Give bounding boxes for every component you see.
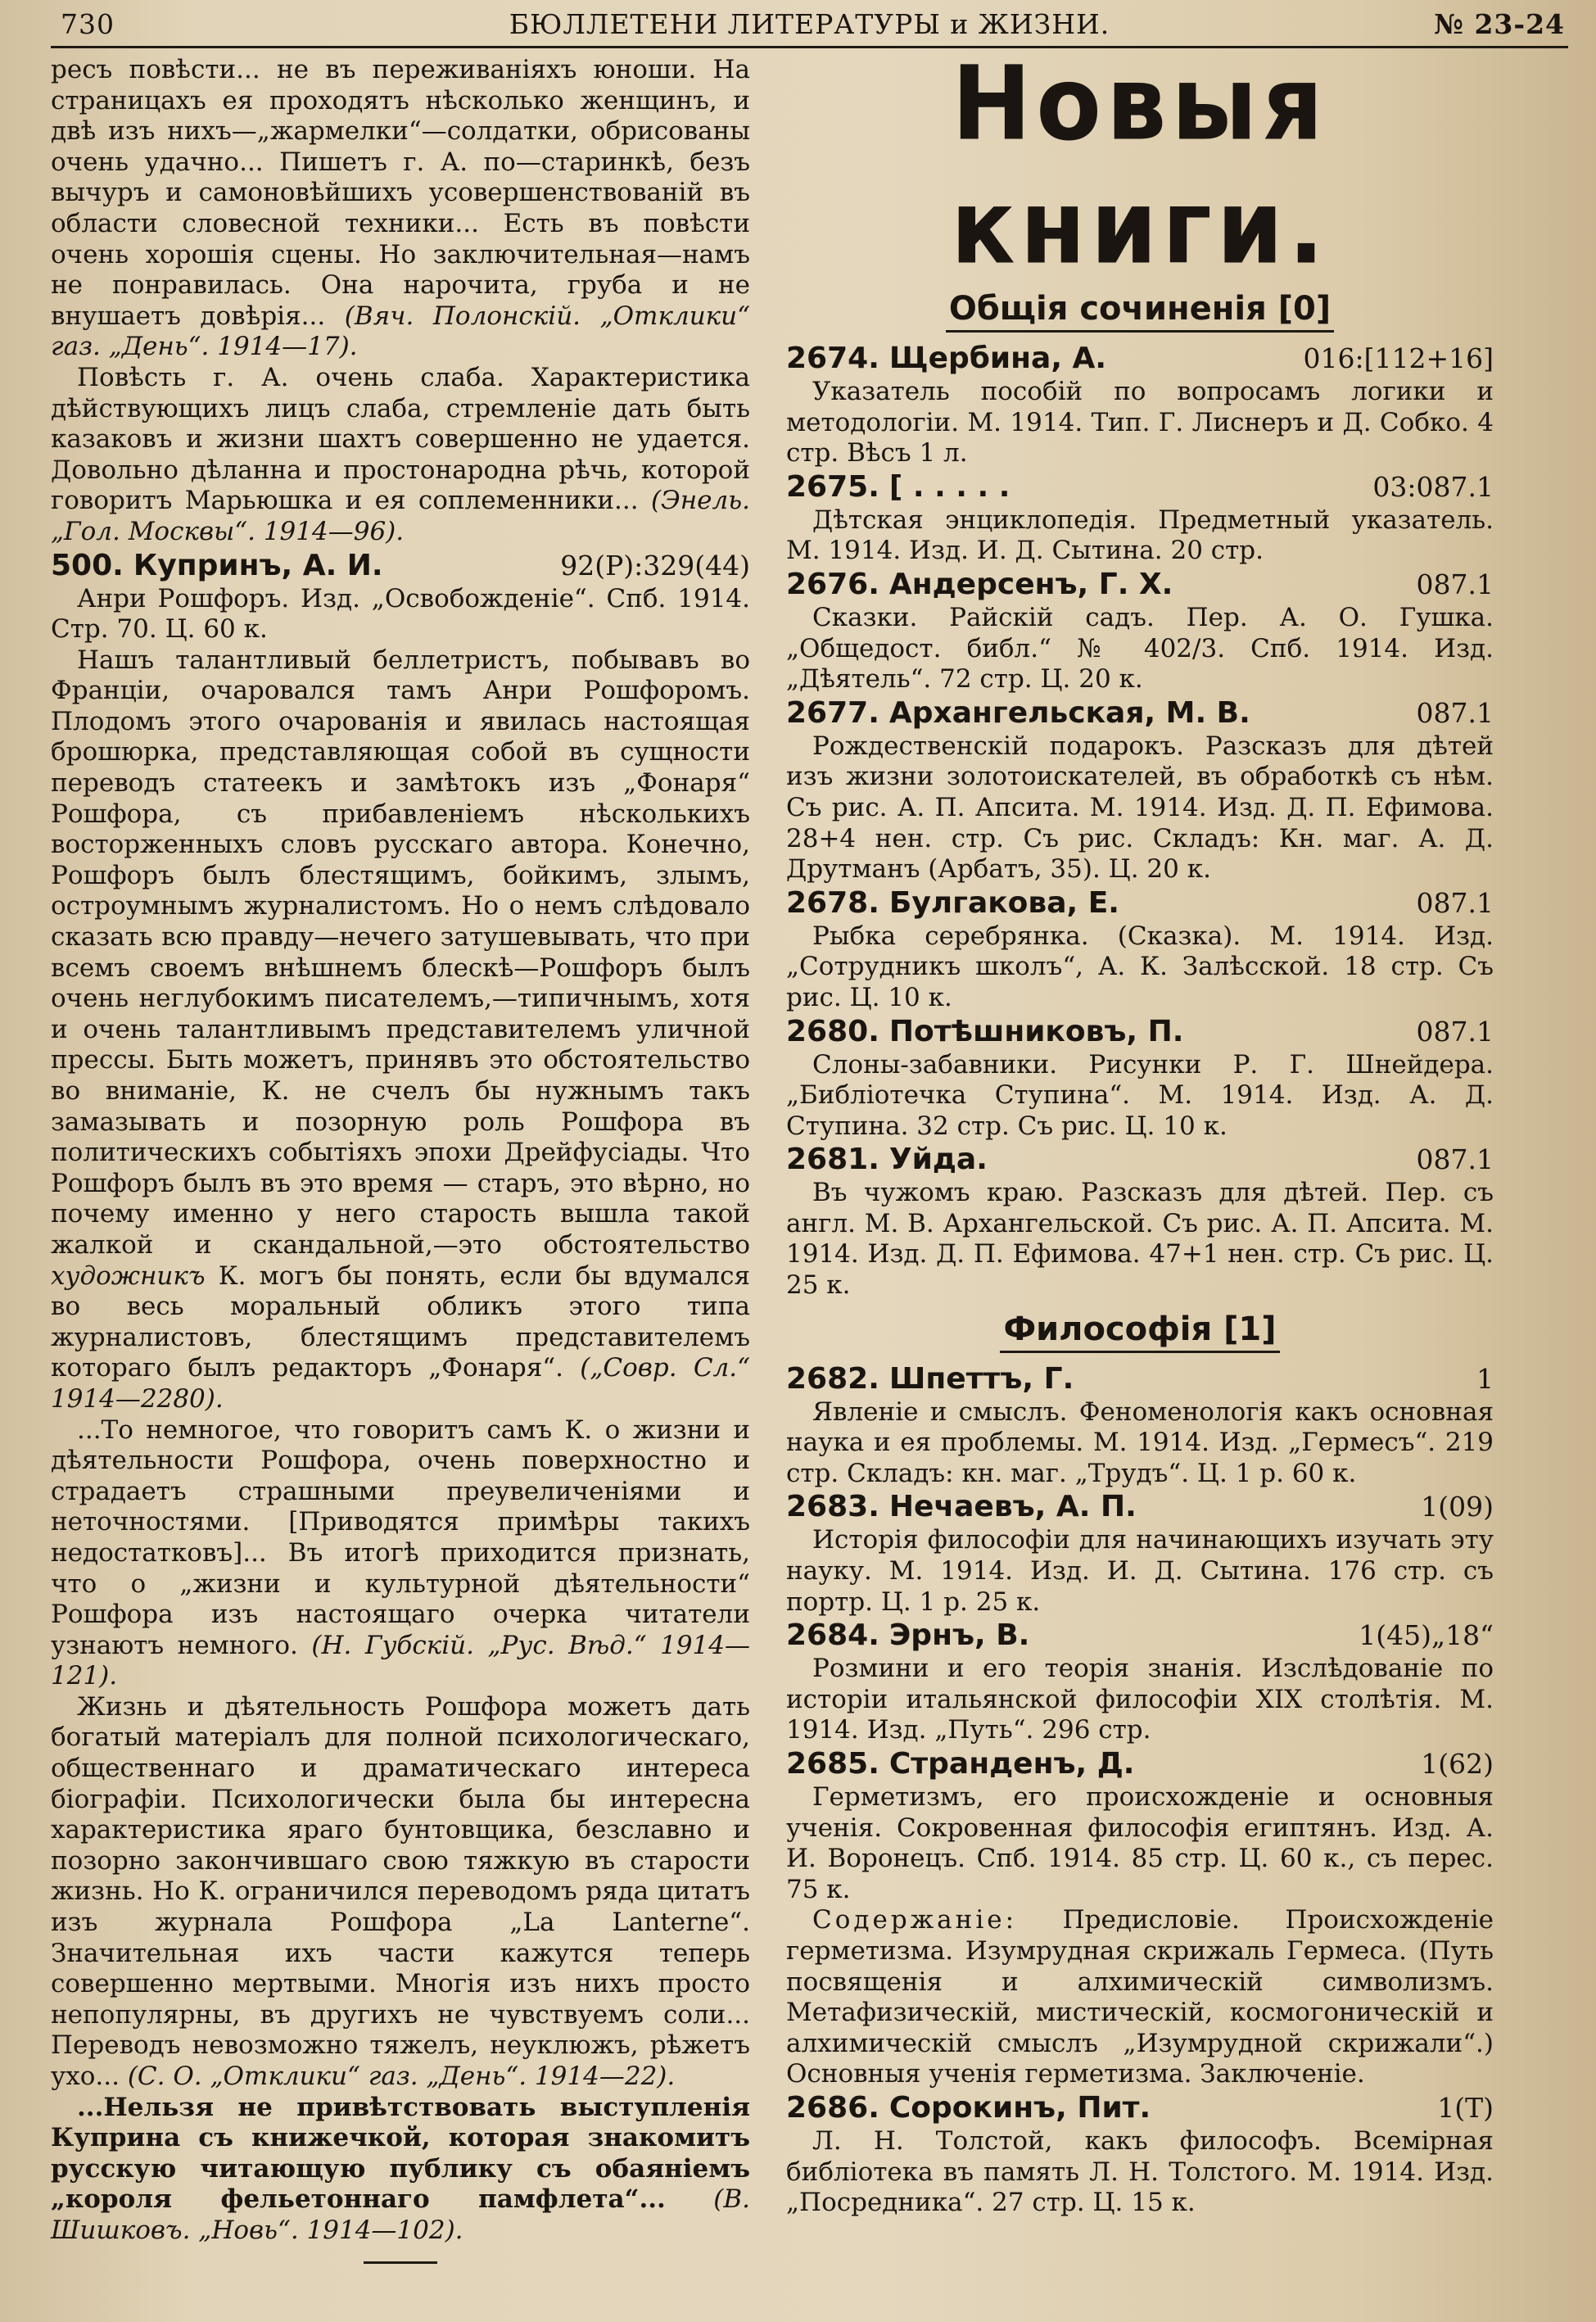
entry-number: 2674.: [786, 342, 879, 375]
entry-author: Архангельская, М. В.: [888, 695, 1250, 730]
entry-description: Рыбка серебрянка. (Сказка). М. 1914. Изд. „Сотрудникъ школъ“, А. К. Залѣсской. 18 стр. Съ рис. Ц. 10 к.: [786, 921, 1494, 1012]
end-rule: [364, 2261, 437, 2264]
entry-description: Въ чужомъ краю. Разсказъ для дѣтей. Пер. съ англ. М. В. Архангельской. Съ рис. А. П. Апсита. М. 1914. Изд. Д. П. Ефимова. 47+1 нен. стр. Съ рис. Ц. 25 к.: [786, 1178, 1494, 1301]
section-banner: Новыя книги.: [950, 43, 1330, 287]
entry-author: Нечаевъ, А. П.: [888, 1490, 1137, 1524]
entry-heading: 500. Купринъ, А. И. 92(Р):329(44): [51, 548, 750, 582]
entry-number: 2675.: [786, 469, 879, 504]
review-paragraph: Жизнь и дѣятельность Рошфора можетъ дать богатый матеріалъ для полной психологическаго, общественнаго и драматическаго интереса біографіи. Психологически была бы интересна характеристика яраго бунтовщика, безславно и позорно закончившаго свою тяжкую въ старости жизнь. Но К. ограничился переводомъ ряда цитатъ изъ журнала Рошфора „La Lanterne“. Значительная ихъ части кажутся теперь совершенно мертвыми. Многія изъ нихъ просто непопулярны, въ другихъ не чувствуемъ соли... Переводъ невозможно тяжелъ, неуклюжъ, рѣжетъ ухо... (С. О. „Отклики“ газ. „День“. 1914—22).: [51, 1691, 750, 2091]
entry-classification: 1: [1476, 1362, 1494, 1395]
entry-description: Явленіе и смыслъ. Феноменологія какъ основная наука и ея проблемы. М. 1914. Изд. „Гермесъ“. 219 стр. Складъ: кн. маг. „Трудъ“. Ц. 1 р. 60 к.: [786, 1396, 1494, 1488]
entry-heading: [786, 1746, 1494, 1782]
entry-classification: 087.1: [1416, 1143, 1494, 1176]
entry-classification: 016:[112+16]: [1303, 342, 1494, 374]
entry-contents: Содержаніе: Предисловіе. Происхожденіе герметизма. Изумрудная скрижаль Гермеса. (Путь посвященія и алхимическій символизмъ. Метафизическій, мистическій, космогоническій и алхимическій смыслъ „Изумрудной скрижали“.) Основныя ученія герметизма. Заключеніе.: [786, 1905, 1494, 2089]
entry-number: 2680.: [786, 1014, 879, 1048]
entry-heading: [786, 1361, 1494, 1397]
entry-number: 2682.: [786, 1361, 879, 1396]
entry-list: [786, 341, 1494, 1301]
entry-number: 2677.: [786, 695, 879, 730]
running-header: [51, 7, 1568, 43]
entry-description: Сказки. Райскій садъ. Пер. А. О. Гушка. „Общедост. библ.“ № 402/3. Спб. 1914. Изд. „Дѣятель“. 72 стр. Ц. 20 к.: [786, 602, 1494, 695]
entry-number: 2684.: [786, 1618, 879, 1653]
entry-classification: 087.1: [1416, 1015, 1494, 1048]
entry-classification: 03:087.1: [1372, 470, 1494, 503]
section-heading: Общія сочиненія [0]: [786, 287, 1494, 333]
entry-author: Уйда.: [888, 1143, 988, 1177]
entry-heading: [786, 341, 1494, 377]
entry-number: 2685.: [786, 1747, 879, 1781]
entry-author: Шпеттъ, Г.: [888, 1361, 1074, 1396]
section-heading: Философія [1]: [786, 1308, 1494, 1353]
entry-author: Булгакова, Е.: [888, 885, 1119, 920]
entry-author: Щербина, А.: [888, 342, 1107, 375]
entry-number: 2681.: [786, 1143, 879, 1177]
entry-heading: [786, 885, 1494, 921]
entry-author: Андерсенъ, Г. Х.: [888, 567, 1173, 601]
entry-heading: [786, 1618, 1494, 1654]
entry-classification: 087.1: [1416, 568, 1494, 600]
review-paragraph: ...Нельзя не привѣтствовать выступленія Куприна съ книжечкой, которая знакомитъ русскую читающую публику съ обаяніемъ „короля фельетоннаго памфлета“... (В. Шишковъ. „Новь“. 1914—102).: [51, 2092, 750, 2245]
entry-description: Указатель пособій по вопросамъ логики и методологіи. М. 1914. Тип. Г. Лиснеръ и Д. Собко. 4 стр. Вѣсъ 1 л.: [786, 377, 1494, 468]
review-paragraph: Повѣсть г. А. очень слаба. Характеристика дѣйствующихъ лицъ слаба, стремленіе дать быть казаковъ и жизни шахтъ совершенно не удается. Довольно дѣланна и простонародна рѣчь, которой говоритъ Марьюшка и ея соплеменники... (Энель. „Гол. Москвы“. 1914—96).: [51, 362, 750, 546]
entry-description: Л. Н. Толстой, какъ философъ. Всемірная библіотека въ память Л. Н. Толстого. М. 1914. Изд. „Посредника“. 27 стр. Ц. 15 к.: [786, 2125, 1494, 2218]
page-number: 730: [61, 8, 115, 40]
journal-title: БЮЛЛЕТЕНИ ЛИТЕРАТУРЫ и ЖИЗНИ.: [509, 8, 1110, 40]
entry-number: 2678.: [786, 885, 879, 920]
entry-author: Эрнъ, В.: [888, 1618, 1030, 1653]
entry-description: Слоны-забавники. Рисунки Р. Г. Шнейдера. „Библіотечка Ступина“. М. 1914. Изд. А. Д. Ступина. 32 стр. Съ рис. Ц. 10 к.: [786, 1049, 1494, 1141]
entry-heading: [786, 469, 1494, 505]
entry-author: [ . . . . .: [888, 469, 1010, 504]
entry-list: [786, 1361, 1494, 1906]
entry-heading: [786, 695, 1494, 731]
entry-description: Исторія философіи для начинающихъ изучать эту науку. М. 1914. Изд. И. Д. Сытина. 176 стр. съ портр. Ц. 1 р. 25 к.: [786, 1525, 1494, 1617]
entry-classification: 1(09): [1421, 1491, 1494, 1523]
entry-author: Странденъ, Д.: [888, 1747, 1135, 1781]
entry-classification: 087.1: [1416, 886, 1494, 919]
entry-heading: [786, 1014, 1494, 1050]
issue-number: № 23-24: [1434, 8, 1565, 40]
review-paragraph: ресъ повѣсти... не въ переживаніяхъ юноши. На страницахъ ея проходятъ нѣсколько женщинъ, и двѣ изъ нихъ—„жармелки“—солдатки, обрисованы очень удачно... Пишетъ г. А. по—старинкѣ, безъ вычуръ и самоновѣйшихъ усовершенствованій въ области словесной техники... Есть въ повѣсти очень хорошія сцены. Но заключительная—намъ не понравилась. Она нарочита, груба и не внушаетъ довѣрія... (Вяч. Полонскій. „Отклики“ газ. „День“. 1914—17).: [51, 55, 750, 362]
right-column: [786, 43, 1494, 2264]
entry-description: Розмини и его теорія знанія. Изслѣдованіе по исторіи итальянской философіи XIX столѣтія. М. 1914. Изд. „Путь“. 296 стр.: [786, 1654, 1494, 1745]
entry-heading: [786, 1489, 1494, 1525]
entry-description: Дѣтская энциклопедія. Предметный указатель. М. 1914. Изд. И. Д. Сытина. 20 стр.: [786, 505, 1494, 566]
left-column: [51, 55, 750, 2264]
entry-heading: [786, 567, 1494, 603]
entry-number: 2683.: [786, 1490, 879, 1524]
entry-heading: 2686. Сорокинъ, Пит. 1(Т): [786, 2090, 1494, 2125]
entry-classification: 1(62): [1421, 1748, 1494, 1780]
entry-classification: 1(45)„18“: [1359, 1619, 1494, 1652]
review-paragraph: ...То немногое, что говоритъ самъ К. о жизни и дѣятельности Рошфора, очень поверхностно и страдаетъ страшными преувеличеніями и неточностями. [Приводятся примѣры такихъ недостатковъ]... Въ итогѣ приходится признать, что о „жизни и культурной дѣятельности“ Рошфора изъ настоящаго очерка читатели узнаютъ немного. (Н. Губскій. „Рус. Вѣд.“ 1914—121).: [51, 1414, 751, 1691]
entry-classification: 087.1: [1416, 696, 1494, 729]
entry-heading: [786, 1142, 1494, 1178]
entry-number: 2676.: [786, 567, 879, 601]
entry-description: Рождественскій подарокъ. Разсказъ для дѣтей изъ жизни золотоискателей, въ обработкѣ съ нѣм. Съ рис. А. П. Апсита. М. 1914. Изд. Д. П. Ефимова. 28+4 нен. стр. Съ рис. Складъ: Кн. маг. А. Д. Друтманъ (Арбатъ, 35). Ц. 20 к.: [786, 731, 1494, 885]
entry-description: Герметизмъ, его происхожденіе и основныя ученія. Сокровенная философія египтянъ. Изд. А. И. Воронецъ. Спб. 1914. 85 стр. Ц. 60 к., съ перес. 75 к.: [786, 1782, 1494, 1904]
review-paragraph: Нашъ талантливый беллетристъ, побывавъ во Франціи, очаровался тамъ Анри Рошфоромъ. Плодомъ этого очарованія и явилась настоящая брошюрка, представляющая собой въ сущности переводъ статеекъ и замѣтокъ изъ „Фонаря“ Рошфора, съ прибавленіемъ нѣсколькихъ восторженныхъ словъ русскаго автора. Конечно, Рошфоръ былъ блестящимъ, бойкимъ, злымъ, остроумнымъ журналистомъ. Но о немъ слѣдовало сказать всю правду—нечего затушевывать, что при всемъ своемъ внѣшнемъ блескѣ—Рошфоръ былъ очень неглубокимъ писателемъ,—типичнымъ, хотя и очень талантливымъ представителемъ уличной прессы. Быть можетъ, принявъ это обстоятельство во вниманіе, К. не счелъ бы нужнымъ такъ замазывать и позорную роль Рошфора въ политическихъ событіяхъ эпохи Дрейфусіады. Что Рошфоръ былъ въ это время — старъ, это вѣрно, но почему именно у него старость вышла такой жалкой и скандальной,—это обстоятельство художникъ К. могъ бы понять, если бы вдумался во весь моральный обликъ этого типа журналистовъ, блестящимъ представителемъ котораго былъ редакторъ „Фонаря“. („Совр. Сл.“ 1914—2280).: [51, 645, 751, 1414]
entry-description: Анри Рошфоръ. Изд. „Освобожденіе“. Спб. 1914. Стр. 70. Ц. 60 к.: [51, 583, 750, 645]
entry-author: Потѣшниковъ, П.: [888, 1014, 1184, 1048]
